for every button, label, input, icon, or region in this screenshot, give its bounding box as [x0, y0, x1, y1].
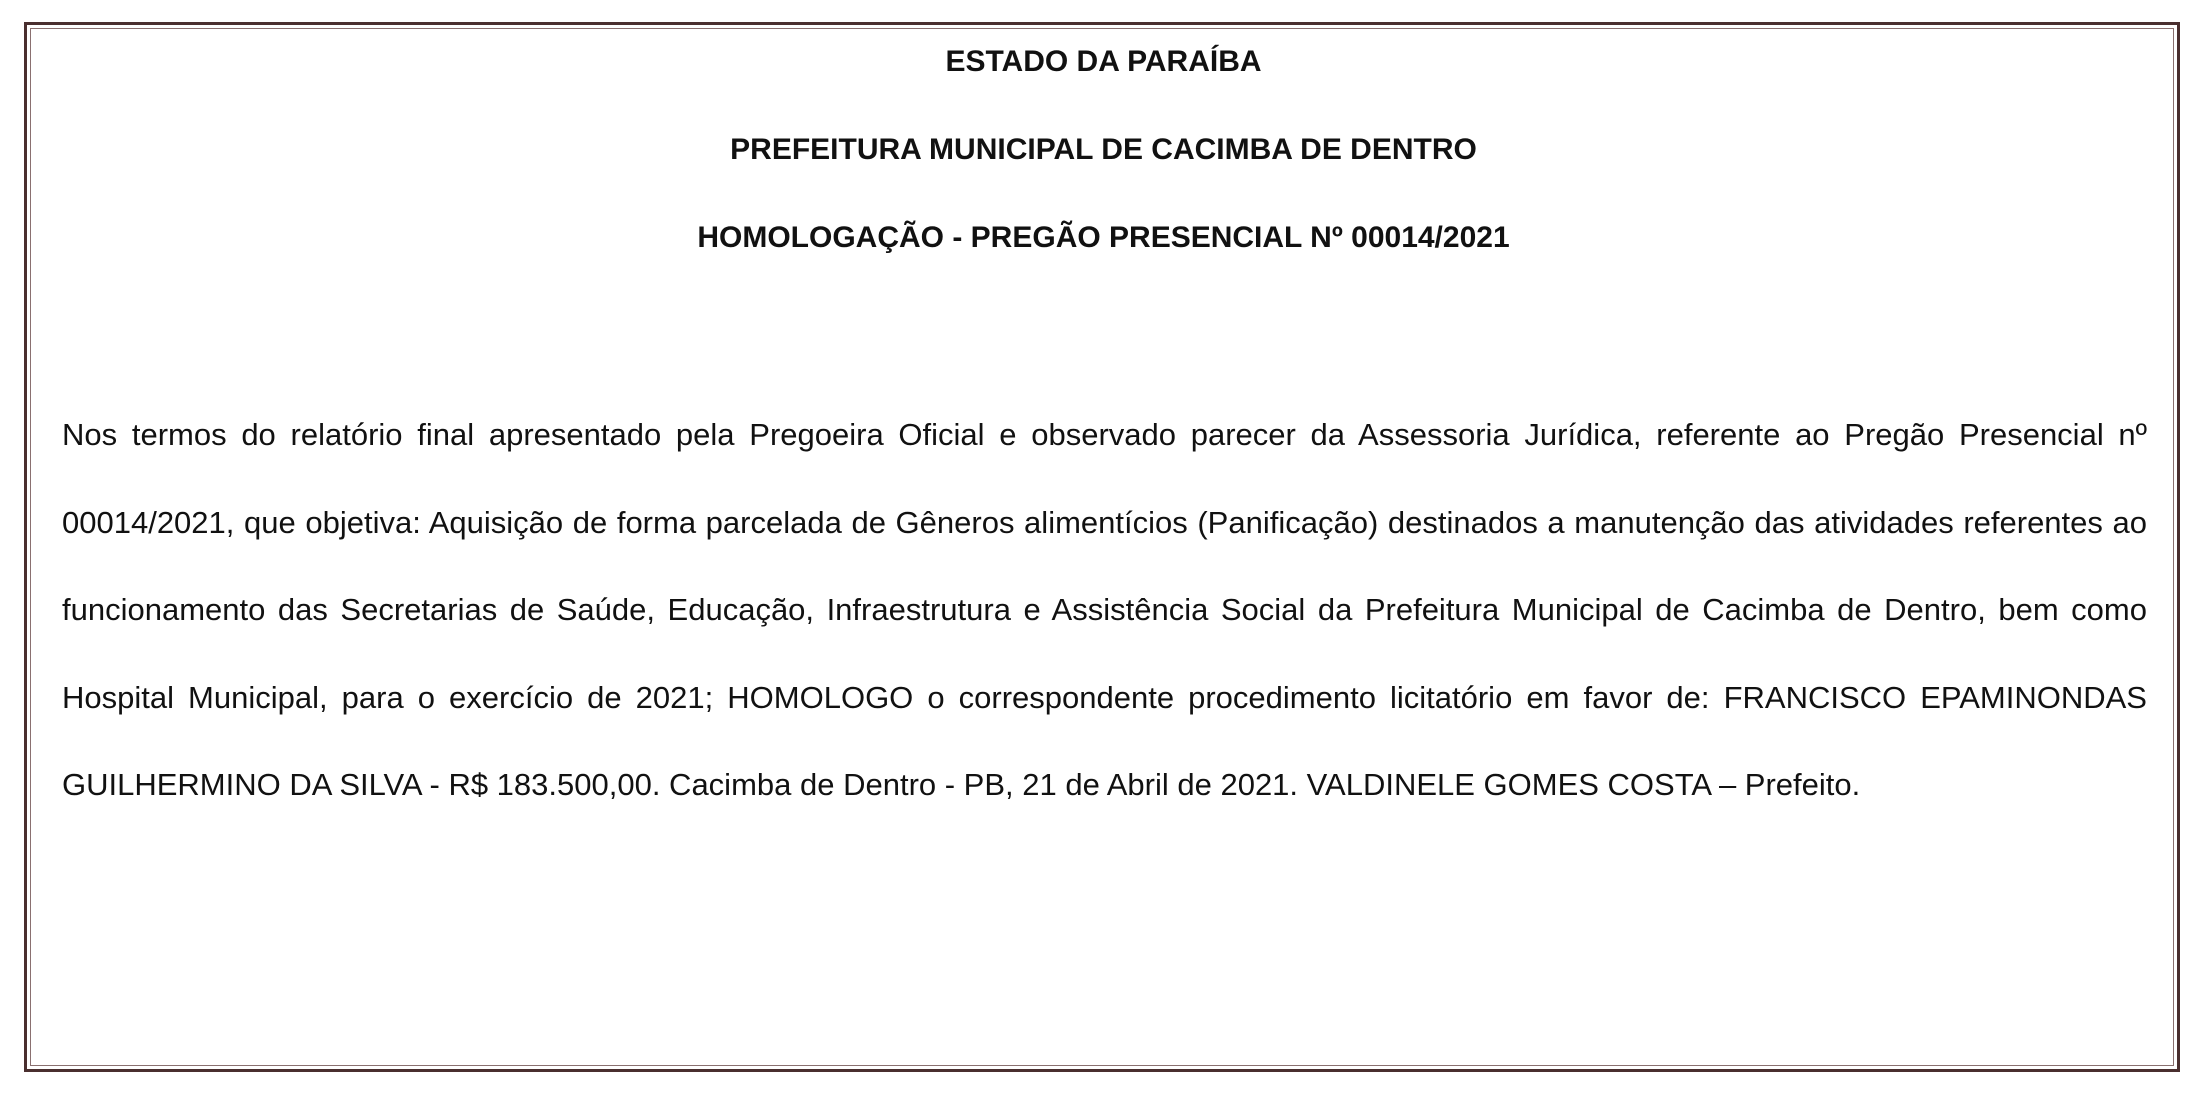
homologation-paragraph: Nos termos do relatório final apresentado pela Pregoeira Oficial e observado parecer da Assessoria Jurídica, referente ao Pregão Presencial nº 00014/2021, que objetiva: Aquisição de forma parcelada de Gêneros alimentícios (Panificação) destinados a manutenção das atividades referentes ao funcionamento das Secretarias de Saúde, Educação, Infraestrutura e Assistência Social da Prefeitura Municipal de Cacimba de Dentro, bem como Hospital Municipal, para o exercício de 2021; HOMOLOGO o correspondente procedimento licitatório em favor de: FRANCISCO EPAMINONDAS GUILHERMINO DA SILVA - R$ 183.500,00. Cacimba de Dentro - PB, 21 de Abril de 2021. VALDINELE GOMES COSTA – Prefeito. — [62, 417, 2147, 803]
municipality-heading: PREFEITURA MUNICIPAL DE CACIMBA DE DENTRO — [730, 133, 1477, 166]
document-title: HOMOLOGAÇÃO - PREGÃO PRESENCIAL Nº 00014/2021 — [697, 221, 1510, 254]
state-heading: ESTADO DA PARAÍBA — [945, 45, 1262, 78]
